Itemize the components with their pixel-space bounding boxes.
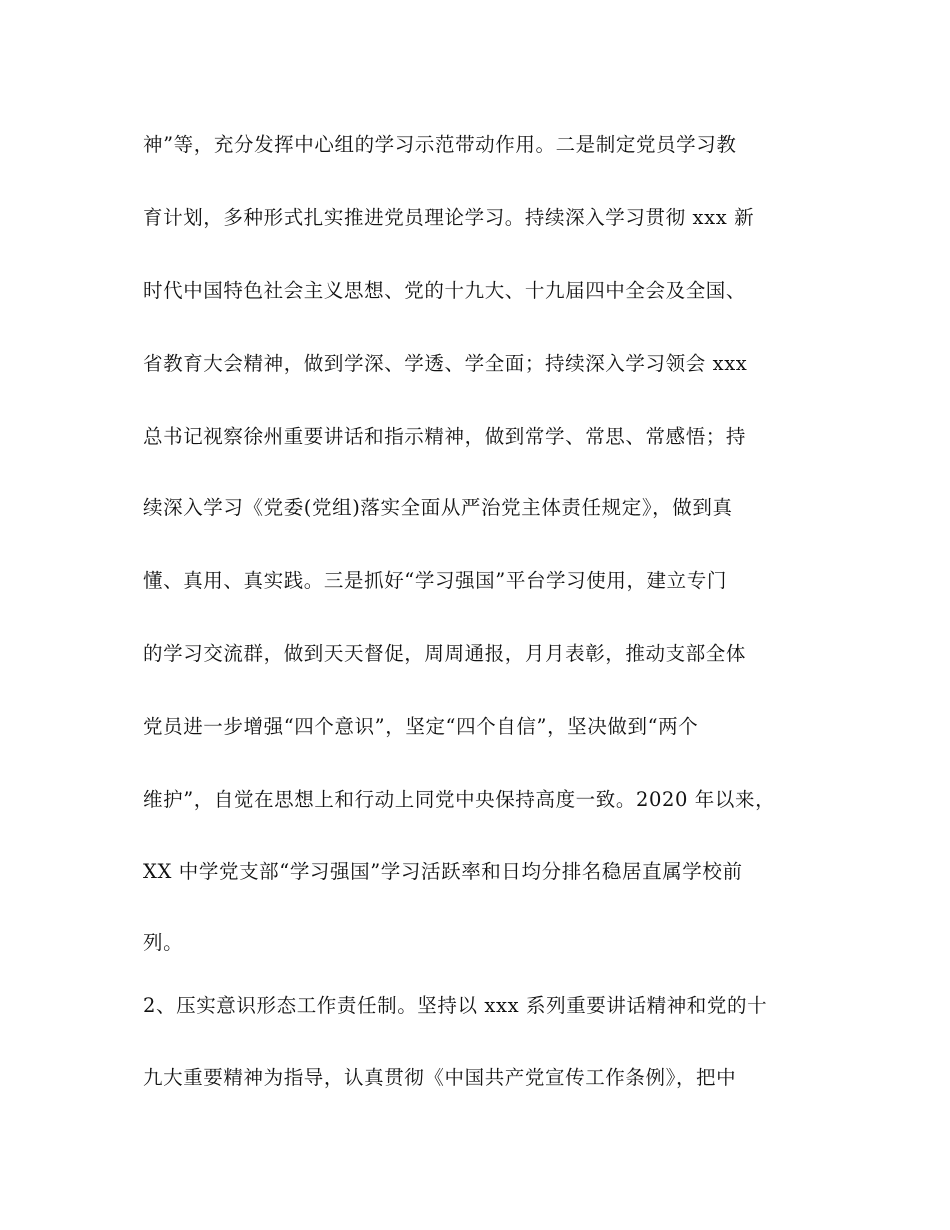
text-line: 神”等，充分发挥中心组的学习示范带动作用。二是制定党员学习教 [143, 133, 737, 156]
text-line: 懂、真用、真实践。三是抓好“学习强国”平台学习使用，建立专门 [143, 569, 727, 592]
text-line: 的学习交流群，做到天天督促，周周通报，月月表彰，推动支部全体 [143, 642, 747, 665]
text-line: 时代中国特色社会主义思想、党的十九大、十九届四中全会及全国、 [143, 279, 747, 302]
text-line: 总书记视察徐州重要讲话和指示精神，做到常学、常思、常感悟；持 [143, 425, 747, 448]
text-line: 党员进一步增强“四个意识”，坚定“四个自信”，坚决做到“两个 [143, 715, 699, 738]
text-line: 省教育大会精神，做到学深、学透、学全面；持续深入学习领会 xxx [143, 352, 748, 375]
text-line: 续深入学习《党委(党组)落实全面从严治党主体责任规定》，做到真 [143, 496, 733, 519]
section-heading-line: 2、压实意识形态工作责任制。坚持以 xxx 系列重要讲话精神和党的十 [143, 994, 768, 1017]
text-line: 育计划，多种形式扎实推进党员理论学习。持续深入学习贯彻 xxx 新 [143, 206, 755, 229]
text-line: 维护”，自觉在思想上和行动上同党中央保持高度一致。2020 年以来， [143, 788, 776, 811]
text-line: 列。 [143, 931, 184, 954]
text-line: 九大重要精神为指导，认真贯彻《中国共产党宣传工作条例》，把中 [143, 1066, 737, 1089]
text-line: XX 中学党支部“学习强国”学习活跃率和日均分排名稳居直属学校前 [143, 860, 743, 883]
